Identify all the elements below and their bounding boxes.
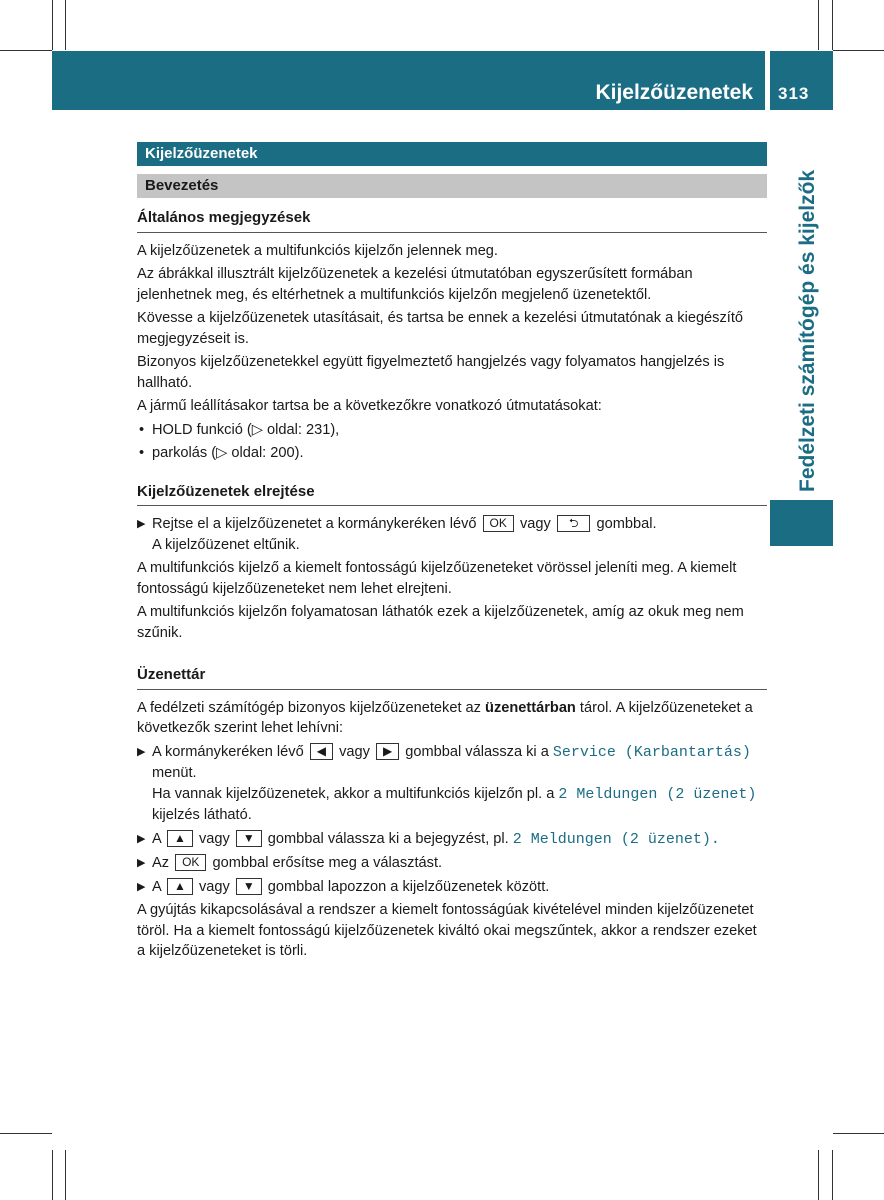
step-text: A bbox=[152, 878, 161, 895]
heading-hide-messages: Kijelzőüzenetek elrejtése bbox=[137, 482, 767, 507]
display-text: 2 Meldungen (2 üzenet). bbox=[512, 830, 720, 848]
list-item: • HOLD funkció (▷ oldal: 231), bbox=[137, 420, 767, 441]
instruction-step bbox=[137, 742, 767, 826]
paragraph: Az ábrákkal illusztrált kijelzőüzenetek a kezelési útmutatóban egyszerűsített formában jelenhetnek meg, és eltérhetnek a multifunkciós kijelzőn megjelenő üzenetektől. bbox=[137, 266, 693, 303]
left-key-icon: ◀ bbox=[310, 743, 333, 760]
step-arrow-icon: ▶ bbox=[137, 880, 146, 893]
section-title: Kijelzőüzenetek bbox=[137, 142, 767, 166]
step-text: gombbal erősítse meg a választást. bbox=[212, 855, 443, 871]
step-text: Az bbox=[152, 855, 170, 871]
crop-mark bbox=[818, 1150, 819, 1200]
ok-key-icon: OK bbox=[175, 854, 206, 871]
chapter-tab bbox=[770, 114, 833, 500]
list-item: • parkolás (▷ oldal: 200). bbox=[137, 443, 767, 464]
up-key-icon: ▲ bbox=[167, 878, 193, 895]
bold-term: üzenettárban bbox=[485, 699, 576, 716]
instruction-step bbox=[137, 877, 767, 898]
up-key-icon: ▲ bbox=[167, 830, 193, 847]
paragraph bbox=[137, 698, 767, 739]
crop-mark bbox=[833, 50, 884, 51]
text: tárol. A kijelzőüzeneteket a következők szerint lehet lehívni: bbox=[137, 699, 753, 736]
step-arrow-icon: ▶ bbox=[137, 857, 146, 869]
step-text: A kormánykeréken lévő bbox=[152, 743, 304, 760]
paragraph: Bizonyos kijelzőüzenetekkel együtt figyelmeztető hangjelzés vagy folyamatos hangjelzés is hallható. bbox=[137, 354, 725, 391]
paragraph: A multifunkciós kijelző a kiemelt fontosságú kijelzőüzeneteket vörössel jeleníti meg. A kiemelt fontosságú kijelzőüzeneteket nem lehet elrejteni. bbox=[137, 560, 737, 597]
page-content bbox=[137, 142, 767, 965]
heading-message-memory: Üzenettár bbox=[137, 665, 767, 690]
instruction-step bbox=[137, 514, 767, 555]
right-key-icon: ▶ bbox=[376, 743, 399, 760]
step-arrow-icon: ▶ bbox=[137, 518, 146, 530]
subsection-title: Bevezetés bbox=[137, 174, 767, 198]
step-text: gombbal válassza ki a bbox=[405, 743, 549, 760]
step-text: vagy bbox=[519, 516, 551, 532]
step-text: gombbal. bbox=[596, 516, 657, 532]
paragraph: A kijelzőüzenetek a multifunkciós kijelzőn jelennek meg. bbox=[137, 242, 498, 259]
page-header bbox=[52, 51, 765, 110]
paragraph: A gyújtás kikapcsolásával a rendszer a kiemelt fontosságúak kivételével minden kijelzőüzenetet töröl. Ha a kiemelt fontosságú kijelzőüzenetek kiváltó okai megszűntek, akkor a rendszer ezeket a kijelzőüzeneteket is törli. bbox=[137, 902, 757, 959]
paragraph: A jármű leállításakor tartsa be a következőkre vonatkozó útmutatásokat: bbox=[137, 398, 602, 414]
step-text: Ha vannak kijelzőüzenetek, akkor a multifunkciós kijelzőn pl. a bbox=[152, 785, 555, 802]
step-text: menüt. bbox=[152, 765, 197, 781]
step-text: vagy bbox=[339, 743, 370, 760]
step-text: vagy bbox=[198, 830, 230, 847]
step-arrow-icon: ▶ bbox=[137, 832, 146, 845]
instruction-step bbox=[137, 853, 767, 874]
step-text: kijelzés látható. bbox=[152, 807, 252, 823]
page-number: 313 bbox=[778, 84, 810, 103]
display-text: Service (Karbantartás) bbox=[552, 743, 751, 761]
crop-mark bbox=[818, 0, 819, 50]
heading-general-notes: Általános megjegyzések bbox=[137, 208, 767, 233]
ok-key-icon: OK bbox=[483, 515, 514, 532]
crop-mark bbox=[0, 1133, 52, 1134]
step-text: gombbal lapozzon a kijelzőüzenetek között. bbox=[267, 878, 550, 895]
step-text: Rejtse el a kijelzőüzenetet a kormánykeréken lévő bbox=[152, 516, 477, 532]
chapter-tab-marker bbox=[770, 500, 833, 546]
page-title: Kijelzőüzenetek bbox=[595, 81, 753, 104]
crop-mark bbox=[0, 50, 52, 51]
down-key-icon: ▼ bbox=[236, 830, 262, 847]
crop-mark bbox=[833, 1133, 884, 1134]
display-text: 2 Meldungen (2 üzenet) bbox=[558, 785, 757, 803]
crop-mark bbox=[65, 1150, 66, 1200]
step-text: A bbox=[152, 830, 161, 847]
crop-mark bbox=[52, 0, 53, 50]
page-number-box bbox=[770, 51, 833, 110]
step-text: vagy bbox=[198, 878, 230, 895]
back-key-icon: ⮌ bbox=[557, 515, 591, 532]
text: A fedélzeti számítógép bizonyos kijelzőüzeneteket az bbox=[137, 699, 481, 716]
crop-mark bbox=[832, 1150, 833, 1200]
crop-mark bbox=[832, 0, 833, 50]
paragraph: Kövesse a kijelzőüzenetek utasításait, és tartsa be ennek a kezelési útmutatónak a kiegészítő megjegyzéseit is. bbox=[137, 310, 743, 347]
crop-mark bbox=[52, 1150, 53, 1200]
step-result: A kijelzőüzenet eltűnik. bbox=[152, 536, 300, 553]
chapter-tab-label: Fedélzeti számítógép és kijelzők bbox=[796, 169, 819, 492]
instruction-step bbox=[137, 829, 767, 851]
step-text: gombbal válassza ki a bejegyzést, pl. bbox=[267, 830, 509, 847]
crop-mark bbox=[65, 0, 66, 50]
step-arrow-icon: ▶ bbox=[137, 745, 146, 758]
paragraph: A multifunkciós kijelzőn folyamatosan láthatók ezek a kijelzőüzenetek, amíg az okuk meg nem szűnik. bbox=[137, 604, 744, 641]
down-key-icon: ▼ bbox=[236, 878, 262, 895]
